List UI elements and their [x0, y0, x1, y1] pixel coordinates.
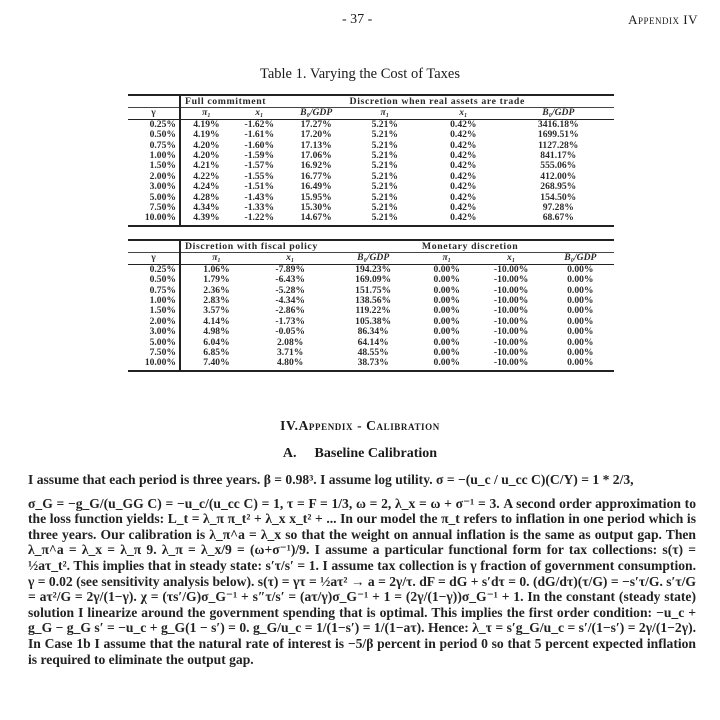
- subsection-title: [0, 446, 720, 462]
- page-header: [0, 12, 720, 32]
- table-cell: -1.43%: [244, 191, 275, 203]
- table-cell: 5.21%: [371, 181, 398, 193]
- col-header-pi: π₁: [180, 253, 252, 264]
- col-header-x: x₁: [476, 253, 547, 264]
- table-cell: -1.62%: [244, 118, 275, 130]
- table-cell: 16.77%: [300, 170, 332, 182]
- section-title: IV.Appendix - Calibration: [280, 418, 440, 433]
- table-cell: 555.06%: [540, 160, 577, 172]
- table-cell: -1.22%: [232, 213, 287, 225]
- table-cell: 0.00%: [433, 274, 460, 286]
- gamma-cell: 1.00%: [128, 296, 180, 306]
- table-cell: 4.80%: [252, 358, 328, 370]
- column-header-row: [128, 253, 614, 264]
- table-cell: 17.20%: [300, 129, 332, 141]
- body-text: [28, 472, 696, 667]
- table-cell: -0.05%: [275, 326, 305, 338]
- table-cell: 4.14%: [203, 315, 230, 327]
- group-header-blank: [128, 95, 180, 108]
- running-head: Appendix IV: [628, 12, 698, 27]
- table-cell: 86.34%: [357, 326, 389, 338]
- table-cell: 17.06%: [300, 150, 332, 162]
- table-cell: -10.00%: [493, 295, 529, 307]
- table-cell: 268.95%: [540, 181, 577, 193]
- gamma-cell: 7.50%: [128, 348, 180, 358]
- table-cell: 4.22%: [193, 170, 220, 182]
- col-header-pi: π₁: [418, 253, 476, 264]
- table-cell: -10.00%: [493, 274, 529, 286]
- table-cell: 0.00%: [567, 295, 594, 307]
- table-cell: 5.21%: [371, 139, 398, 151]
- table-cell: 0.00%: [567, 305, 594, 317]
- table-cell: -1.57%: [244, 160, 275, 172]
- table-cell: 0.42%: [450, 191, 477, 203]
- table-cell: 119.22%: [355, 305, 391, 317]
- gamma-cell: 5.00%: [128, 193, 180, 203]
- table-cell: 17.27%: [300, 118, 332, 130]
- table-cell: 0.00%: [567, 315, 594, 327]
- gamma-cell: 0.50%: [128, 130, 180, 140]
- table-cell: 105.38%: [355, 315, 392, 327]
- table-cell: 0.00%: [433, 347, 460, 359]
- table-cell: 3416.18%: [537, 118, 579, 130]
- table-cell: -10.00%: [493, 326, 529, 338]
- table-cell: -1.51%: [244, 181, 275, 193]
- gamma-cell: 10.00%: [128, 358, 180, 370]
- page-number: - 37 -: [342, 12, 373, 27]
- table-cell: -10.00%: [493, 305, 529, 317]
- table-cell: 412.00%: [540, 170, 577, 182]
- gamma-cell: 3.00%: [128, 182, 180, 192]
- table-cell: 4.98%: [203, 326, 230, 338]
- gamma-cell: 0.75%: [128, 286, 180, 296]
- table-cell: 4.21%: [193, 160, 220, 172]
- table-cell: 38.73%: [328, 358, 418, 370]
- gamma-cell: 0.50%: [128, 275, 180, 285]
- group-header-discretion-fiscal: Discretion with fiscal policy: [180, 240, 418, 253]
- table-cell: 0.00%: [433, 305, 460, 317]
- table-cell: 64.14%: [357, 336, 389, 348]
- table-cell: -10.00%: [493, 263, 529, 275]
- paragraph-1: I assume that each period is three years. β = 0.98³. I assume log utility. σ = −(u_c / u_cc C)(C/Y) = 1 * 2/3,: [28, 472, 634, 487]
- table-cell: 3.71%: [276, 347, 304, 359]
- table-cell: 6.04%: [203, 336, 230, 348]
- table-title: Table 1. Varying the Cost of Taxes: [260, 66, 460, 82]
- table-cell: 0.00%: [433, 263, 460, 275]
- table-cell: 194.23%: [355, 263, 392, 275]
- table-cell: 17.13%: [300, 139, 332, 151]
- col-header-debt-gdp: B₀/GDP: [328, 253, 418, 264]
- group-header-discretion-real-assets: Discretion when real assets are trade: [346, 95, 614, 108]
- gamma-cell: 1.50%: [128, 306, 180, 316]
- col-header-debt-gdp: B₀/GDP: [503, 108, 614, 119]
- table-cell: 841.17%: [540, 150, 577, 162]
- table-cell: 4.34%: [193, 202, 220, 214]
- results-table-panel-2: [128, 239, 614, 372]
- table-row: [128, 213, 614, 225]
- table-cell: 0.00%: [433, 315, 460, 327]
- table-cell: -5.28%: [275, 284, 305, 296]
- table-cell: 5.21%: [371, 191, 398, 203]
- col-header-gamma: γ: [128, 108, 180, 119]
- table-cell: 2.83%: [203, 295, 230, 307]
- panel-1-body: [128, 119, 614, 226]
- group-header-row: [128, 95, 614, 108]
- table-cell: 5.21%: [371, 170, 398, 182]
- table-cell: -10.00%: [493, 315, 529, 327]
- table-cell: 0.00%: [567, 274, 594, 286]
- table-cell: 0.00%: [567, 336, 594, 348]
- table-cell: 0.00%: [567, 347, 594, 359]
- table-cell: 97.28%: [542, 202, 574, 214]
- table-cell: -1.73%: [275, 315, 305, 327]
- table-cell: 0.42%: [424, 213, 503, 225]
- table-cell: 1699.51%: [537, 129, 579, 141]
- table-cell: 1.79%: [203, 274, 230, 286]
- table-cell: 138.56%: [355, 295, 392, 307]
- table-cell: 0.42%: [450, 129, 477, 141]
- table-cell: -10.00%: [476, 358, 547, 370]
- gamma-cell: 0.75%: [128, 141, 180, 151]
- subsection-label: A.: [282, 446, 297, 461]
- gamma-cell: 0.25%: [128, 119, 180, 130]
- table-cell: 0.00%: [433, 326, 460, 338]
- table-cell: 5.21%: [371, 160, 398, 172]
- table-cell: 48.55%: [357, 347, 389, 359]
- table-cell: 5.21%: [371, 202, 398, 214]
- table-cell: 0.00%: [433, 284, 460, 296]
- table-cell: -1.60%: [244, 139, 275, 151]
- gamma-cell: 1.50%: [128, 161, 180, 171]
- gamma-cell: 3.00%: [128, 327, 180, 337]
- table-cell: -1.59%: [244, 150, 275, 162]
- table-cell: 4.28%: [193, 191, 220, 203]
- table-cell: -6.43%: [275, 274, 305, 286]
- table-cell: 0.42%: [450, 160, 477, 172]
- gamma-cell: 10.00%: [128, 213, 180, 225]
- table-cell: 0.00%: [433, 295, 460, 307]
- table-cell: 16.49%: [300, 181, 332, 193]
- table-cell: 0.00%: [418, 358, 476, 370]
- gamma-cell: 0.25%: [128, 264, 180, 275]
- table-cell: 0.00%: [567, 263, 594, 275]
- col-header-debt-gdp: B₀/GDP: [547, 253, 614, 264]
- table-cell: -4.34%: [275, 295, 305, 307]
- table-cell: 151.75%: [355, 284, 392, 296]
- table-cell: 0.42%: [450, 118, 477, 130]
- table-cell: 0.00%: [433, 336, 460, 348]
- panel-2-body: [128, 264, 614, 371]
- group-header-monetary-discretion: Monetary discretion: [418, 240, 614, 253]
- col-header-debt-gdp: B₀/GDP: [287, 108, 346, 119]
- table-cell: 5.21%: [371, 118, 398, 130]
- table-cell: 0.42%: [450, 139, 477, 151]
- col-header-x: x₁: [232, 108, 287, 119]
- table-cell: 6.85%: [203, 347, 230, 359]
- column-header-row: [128, 108, 614, 119]
- table-cell: 0.00%: [547, 358, 614, 370]
- table-cell: 5.21%: [346, 213, 425, 225]
- table-cell: 0.42%: [450, 202, 477, 214]
- table-cell: 0.00%: [567, 284, 594, 296]
- table-cell: 4.19%: [193, 118, 220, 130]
- table-cell: 1127.28%: [538, 139, 579, 151]
- table-cell: -10.00%: [493, 284, 529, 296]
- table-row: [128, 358, 614, 370]
- gamma-cell: 2.00%: [128, 317, 180, 327]
- table-cell: 154.50%: [540, 191, 577, 203]
- gamma-cell: 1.00%: [128, 151, 180, 161]
- table-cell: 16.92%: [300, 160, 332, 172]
- results-table-panel-1: [128, 94, 614, 227]
- table-cell: 14.67%: [287, 213, 346, 225]
- gamma-cell: 5.00%: [128, 338, 180, 348]
- table-cell: -1.33%: [244, 202, 275, 214]
- table-cell: 4.20%: [193, 150, 220, 162]
- table-cell: 0.42%: [450, 181, 477, 193]
- table-cell: 68.67%: [503, 213, 614, 225]
- col-header-pi: π₁: [180, 108, 232, 119]
- table-cell: -1.55%: [244, 170, 275, 182]
- gamma-cell: 7.50%: [128, 203, 180, 213]
- table-cell: 1.06%: [203, 263, 230, 275]
- col-header-x: x₁: [424, 108, 503, 119]
- table-cell: 169.09%: [355, 274, 392, 286]
- table-cell: -10.00%: [493, 347, 529, 359]
- table-cell: 3.57%: [203, 305, 230, 317]
- table-cell: 2.36%: [203, 284, 230, 296]
- gamma-cell: 2.00%: [128, 172, 180, 182]
- table-cell: 0.00%: [567, 326, 594, 338]
- table-cell: 5.21%: [371, 150, 398, 162]
- table-cell: 2.08%: [276, 336, 304, 348]
- table-cell: -10.00%: [493, 336, 529, 348]
- table-cell: 4.24%: [193, 181, 220, 193]
- table-cell: -1.61%: [244, 129, 275, 141]
- group-header-blank: [128, 240, 180, 253]
- col-header-gamma: γ: [128, 253, 180, 264]
- table-cell: 7.40%: [180, 358, 252, 370]
- table-cell: 5.21%: [371, 129, 398, 141]
- table-cell: 4.20%: [193, 139, 220, 151]
- paragraph-2: σ_G = −g_G/(u_GG C) = −u_c/(u_cc C) = 1, τ = F = 1/3, ω = 2, λ_x = ω + σ⁻¹ = 3. A second order approximation to the loss function yields: L_t = λ_π π_t² + λ_x x_t² + ... In our model the π_t refers to inflation in one period which is three years. Our calibration is λ_π^a = λ_x so that the weight on annual inflation is the same as output gap. Then λ_π^a = λ_x = λ_π 9. λ_π = λ_x/9 = (ω+σ⁻¹)/9. I assume a particular functional form for tax collections: s(τ) = ½aτ_t². This implies that in steady state: s′τ/s′ = 1. I assume tax collection is γ fraction of government consumption. γ = 0.02 (see sensitivity analysis below). s(τ) = γτ = ½aτ² → a = 2γ/τ. dF = dG + s′dτ = 0. (dG/dτ)(τ/G) = −s′τ/G. s′τ/G = aτ²/G = 2γ/(1−γ). χ = (τs′/G)σ_G⁻¹ + s″τ/s′ = (aτ/γ)σ_G⁻¹ + 1 = (2γ/(1−γ))σ_G⁻¹ + 1. In the constant (steady state) solution I linearize around the government spending that is optimal. This implies the first order condition: −u_c + g_G − g_G s′ = −u_c + g_G(1 − s′) = 0. g_G/u_c = 1/(1−s′) = 1/(1−aτ). Hence: λ_τ = s′g_G/u_c = s′/(1−s′) = 2γ/(1−2γ). In Case 1b I assume that the natural rate of interest is −5/β percent in period 0 so that 5 percent expected inflation is required to eliminate the output gap.: [28, 495, 696, 667]
- subsection-text: Baseline Calibration: [314, 446, 438, 461]
- table-cell: 4.19%: [193, 129, 220, 141]
- table-cell: -2.86%: [275, 305, 305, 317]
- table-cell: 0.42%: [450, 170, 477, 182]
- group-header-row: [128, 240, 614, 253]
- group-header-full-commitment: Full commitment: [180, 95, 346, 108]
- col-header-x: x₁: [252, 253, 328, 264]
- table-cell: -7.89%: [275, 263, 305, 275]
- table-cell: 15.30%: [300, 202, 332, 214]
- col-header-pi: π₁: [346, 108, 425, 119]
- table-cell: 15.95%: [300, 191, 332, 203]
- table-cell: 0.42%: [450, 150, 477, 162]
- table-cell: 4.39%: [180, 213, 232, 225]
